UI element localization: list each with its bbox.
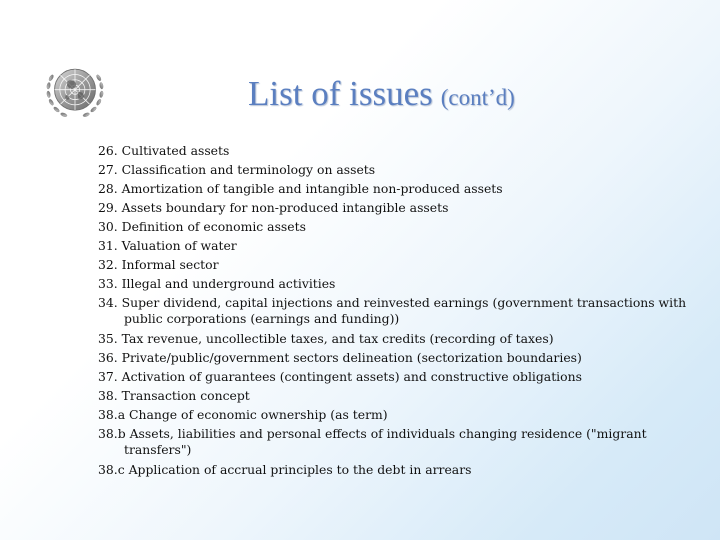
issue-text: 36. Private/public/government sectors delineation (sectorization boundaries)	[98, 350, 582, 365]
issue-continuation: transfers")	[124, 442, 192, 457]
issue-text: 35. Tax revenue, uncollectible taxes, and tax credits (recording of taxes)	[98, 331, 554, 346]
slide-title	[248, 74, 515, 114]
list-item	[98, 160, 698, 179]
issue-text: 37. Activation of guarantees (contingent assets) and constructive obligations	[98, 369, 582, 384]
issue-text: 29. Assets boundary for non-produced intangible assets	[98, 200, 449, 215]
issue-text: 26. Cultivated assets	[98, 143, 230, 158]
list-item	[98, 460, 698, 479]
list-item	[98, 405, 698, 424]
list-item	[98, 274, 698, 293]
list-item	[98, 293, 698, 327]
issues-list	[98, 141, 698, 479]
issue-continuation: public corporations (earnings and funding))	[124, 311, 400, 326]
issue-text: 38.c Application of accrual principles to the debt in arrears	[98, 462, 472, 477]
issue-text: 31. Valuation of water	[98, 238, 237, 253]
issue-text: 38.a Change of economic ownership (as term)	[98, 407, 388, 422]
issue-text: 38. Transaction concept	[98, 388, 250, 403]
issue-text: 30. Definition of economic assets	[98, 219, 306, 234]
issue-text: 28. Amortization of tangible and intangible non-produced assets	[98, 181, 503, 196]
issue-text: 27. Classification and terminology on assets	[98, 162, 376, 177]
list-item	[98, 329, 698, 348]
issue-text: 32. Informal sector	[98, 257, 219, 272]
list-item	[98, 386, 698, 405]
issue-text: 33. Illegal and underground activities	[98, 276, 336, 291]
title-text: List of issues	[248, 74, 433, 113]
un-emblem-icon	[42, 58, 108, 124]
list-item	[98, 424, 698, 458]
list-item	[98, 367, 698, 386]
list-item	[98, 236, 698, 255]
list-item	[98, 217, 698, 236]
list-item	[98, 198, 698, 217]
issue-text: 34. Super dividend, capital injections and reinvested earnings (government transactions with	[98, 295, 687, 310]
list-item	[98, 141, 698, 160]
title-suffix: (cont’d)	[440, 85, 515, 110]
issue-text: 38.b Assets, liabilities and personal effects of individuals changing residence ("migrant	[98, 426, 647, 441]
list-item	[98, 255, 698, 274]
list-item	[98, 179, 698, 198]
list-item	[98, 348, 698, 367]
